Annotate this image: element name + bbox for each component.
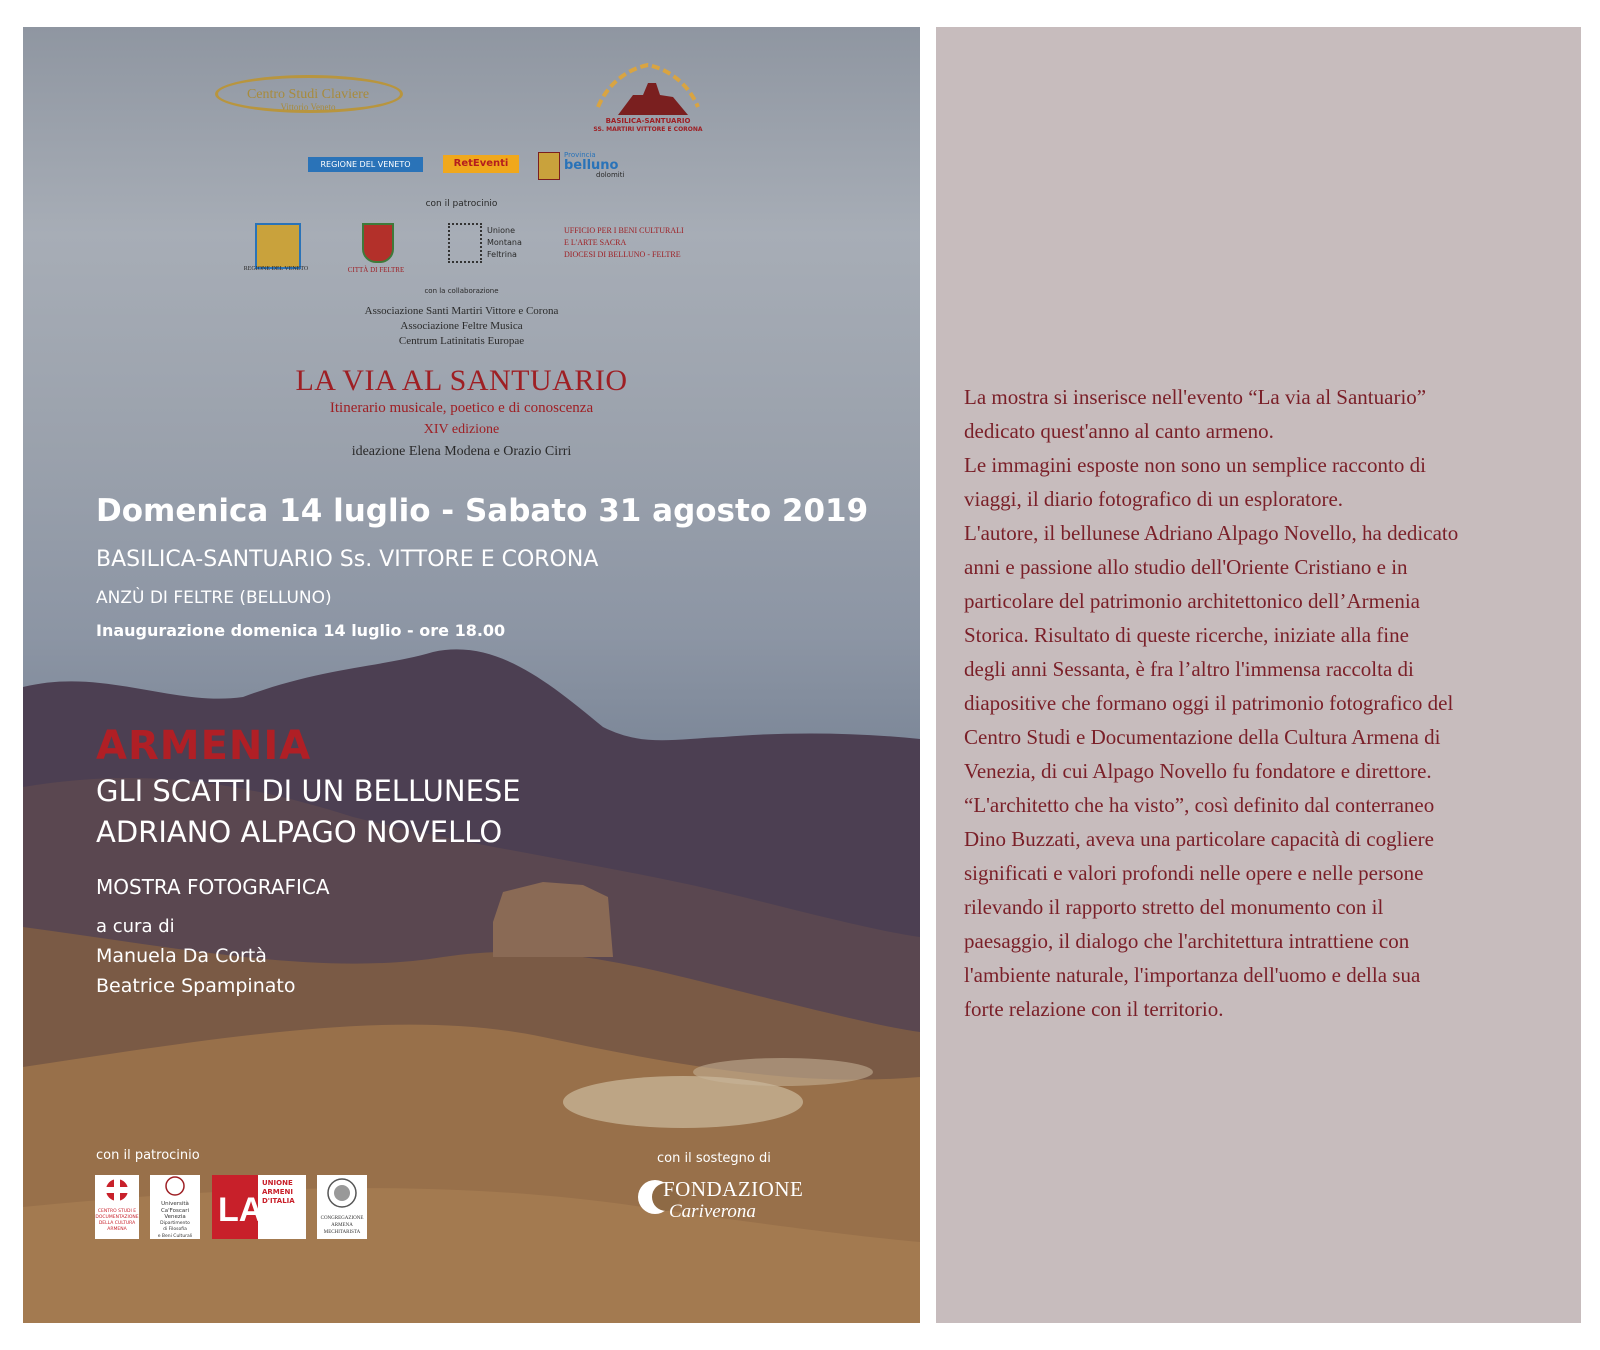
bottom-patrocinio-label: con il patrocinio [96,1148,200,1163]
ufficio-line: DIOCESI DI BELLUNO - FELTRE [564,250,681,259]
patrocinio-label: con il patrocinio [425,199,498,209]
exhibit-type: MOSTRA FOTOGRAFICA [96,875,330,899]
description-line: rilevando il rapporto stretto del monumento con il [964,895,1384,919]
centro-logo-line: DELLA CULTURA [98,1221,136,1226]
unive-line: Dipartimento [160,1220,190,1226]
event-dates: Domenica 14 luglio - Sabato 31 agosto 2019 [96,493,869,529]
congregazione-line: MECHITARISTA [323,1230,361,1235]
ua-monogram-icon [212,1175,264,1239]
unione-montana-crest-icon [448,223,482,263]
congregazione-armena-logo [317,1175,367,1239]
red-cross-emblem-icon [95,1175,139,1205]
description-text [964,380,1564,1026]
regione-veneto-label: REGIONE DEL VENETO [243,266,309,272]
basilica-logo-line2: SS. MARTIRI VITTORE E CORONA [593,126,703,133]
description-line: significati e valori profondi nelle opere e nelle persone [964,861,1424,885]
regione-banner-logo: REGIONE DEL VENETO [308,157,423,172]
unive-line: di Filosofia [163,1227,187,1232]
ufficio-beni-culturali-text [564,225,684,261]
sostegno-label: con il sostegno di [657,1151,771,1166]
provincia-line1: Provincia [564,151,596,159]
collaborazione-list [23,304,900,349]
description-line: diapositive che formano oggi il patrimonio fotografico del [964,691,1454,715]
ca-foscari-logo [150,1175,200,1239]
collaborazione-item: Associazione Feltre Musica [400,320,523,332]
event-edition: XIV edizione [423,422,500,437]
provincia-shield-icon [538,152,560,180]
unione-armeni-line: D'ITALIA [262,1197,295,1205]
event-venue: BASILICA-SANTUARIO Ss. VITTORE E CORONA [96,547,599,572]
unive-line: e Beni Culturali [157,1233,193,1239]
fondazione-line2: Cariverona [669,1201,756,1222]
curator-name: Beatrice Spampinato [96,975,296,997]
collaborazione-item: Centrum Latinitatis Europae [398,335,525,347]
citta-feltre-crest-icon [362,223,394,263]
description-line: Storica. Risultato di queste ricerche, iniziate alla fine [964,623,1409,647]
unive-line: Ca'Foscari [160,1207,190,1214]
basilica-logo-line1: BASILICA-SANTUARIO [605,117,691,125]
regione-veneto-crest-icon [255,223,301,269]
exhibit-line2: ADRIANO ALPAGO NOVELLO [96,815,503,849]
exhibit-line1: GLI SCATTI DI UN BELLUNESE [96,774,521,808]
description-line: L'autore, il bellunese Adriano Alpago Novello, ha dedicato [964,521,1459,545]
fondazione-line1: FONDAZIONE [663,1177,804,1201]
unione-line: Unione [487,226,516,235]
description-line: anni e passione allo studio dell'Oriente Cristiano e in [964,555,1408,579]
unione-line: Montana [487,238,522,247]
collaborazione-label: con la collaborazione [424,287,499,295]
description-line: dedicato quest'anno al canto armeno. [964,419,1274,443]
event-title: LA VIA AL SANTUARIO [295,364,628,397]
centro-studi-name: Centro Studi Claviere [246,87,370,102]
congregazione-line: CONGREGAZIONE [320,1216,364,1221]
description-line: Venezia, di cui Alpago Novello fu fondatore e direttore. [964,759,1432,783]
unione-armeni-line: ARMENI [262,1188,294,1196]
unione-montana-text [487,225,522,261]
description-line: La mostra si inserisce nell'evento “La via al Santuario” [964,385,1427,409]
ufficio-line: UFFICIO PER I BENI CULTURALI [564,226,684,235]
exhibit-title: ARMENIA [96,723,312,769]
event-subtitle: Itinerario musicale, poetico e di conoscenza [329,400,594,416]
basilica-logo-icon [588,55,708,119]
description-line: forte relazione con il territorio. [964,997,1224,1021]
unive-line: Università [161,1201,189,1207]
collaborazione-item: Associazione Santi Martiri Vittore e Corona [364,305,559,317]
citta-feltre-label: CITTÀ DI FELTRE [347,266,405,274]
unione-line: Feltrina [487,250,517,259]
centro-studi-armena-logo [95,1175,139,1239]
unione-armeni-logo [212,1175,306,1239]
description-line: Dino Buzzati, aveva una particolare capacità di cogliere [964,827,1434,851]
curator-name: Manuela Da Cortà [96,945,267,967]
ca-foscari-seal-icon [150,1175,200,1197]
description-line: Le immagini esposte non sono un semplice racconto di [964,453,1426,477]
congregazione-line: ARMENA [331,1223,353,1228]
unione-armeni-line: UNIONE [262,1179,293,1187]
centro-logo-line: CENTRO STUDI E [97,1209,137,1214]
event-location: ANZÙ DI FELTRE (BELLUNO) [96,588,332,608]
centro-logo-line: ARMENA [107,1227,127,1232]
centro-studi-sub: Vittorio Veneto [280,102,336,112]
reteventi-logo: RetEventi [443,155,519,173]
ufficio-line: E L'ARTE SACRA [564,238,627,247]
curated-label: a cura di [96,916,175,937]
provincia-line3: dolomiti [596,171,625,179]
landscape-illustration [23,27,920,1323]
description-line: viaggi, il diario fotografico di un esploratore. [964,487,1344,511]
event-inauguration: Inaugurazione domenica 14 luglio - ore 18.00 [96,621,506,640]
provincia-line2: belluno [564,158,619,173]
description-line: particolare del patrimonio architettonico dell’Armenia [964,589,1420,613]
centro-logo-line: DOCUMENTAZIONE [95,1215,139,1220]
description-line: “L'architetto che ha visto”, così definito dal conterraneo [964,793,1435,817]
event-ideazione: ideazione Elena Modena e Orazio Cirri [351,444,572,459]
event-poster [23,27,920,1323]
description-line: Centro Studi e Documentazione della Cultura Armena di [964,725,1441,749]
unive-line: Venezia [164,1214,186,1220]
svg-text:LA: LA [218,1191,264,1229]
description-line: paesaggio, il dialogo che l'architettura intrattiene con [964,929,1410,953]
congregazione-seal-icon [317,1175,367,1211]
description-line: degli anni Sessanta, è fra l’altro l'immensa raccolta di [964,657,1414,681]
description-line: l'ambiente naturale, l'importanza dell'uomo e della sua [964,963,1421,987]
